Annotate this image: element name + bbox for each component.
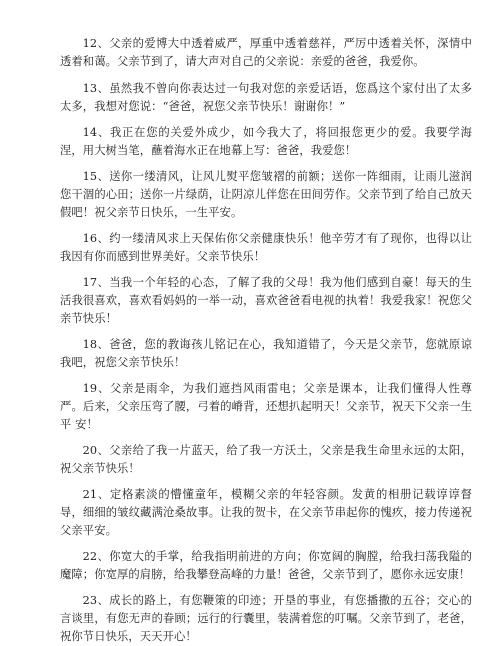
paragraph-23: 23、成长的路上，有您鞭策的印迹；开垦的事业，有您播撒的五谷；交心的言谈里，有您无声的眷顾；远行的行囊里，装满着您的叮嘱。父亲节到了，老爸，祝你节日快乐，天天开心！ bbox=[60, 594, 472, 643]
paragraph-13: 13、虽然我不曾向你表达过一句我对您的亲爱话语，您爲这个家付出了太多太多，我想对您说：“爸爸，祝您父亲节快乐！谢谢你！” bbox=[60, 82, 472, 113]
paragraph-20: 20、父亲给了我一片蓝天，给了我一方沃土，父亲是我生命里永远的太阳，祝父亲节快乐！ bbox=[60, 444, 472, 475]
paragraph-16: 16、约一缕清风求上天保佑你父亲健康快乐！他辛劳才有了现你，也得以让我因有你而感到世界美好。父亲节快乐！ bbox=[60, 232, 472, 263]
paragraph-12: 12、父亲的爱博大中透着威严，厚重中透着慈祥，严厉中透着关怀，深情中透着和蔼。父亲节到了，请大声对自己的父亲说：亲爱的爸爸，我爱你。 bbox=[60, 37, 472, 68]
paragraph-19: 19、父亲是雨伞，为我们遮挡风雨雷电；父亲是课本，让我们懂得人性尊严。后来，父亲压弯了腰，弓着的嵴背，还想扒起明天！父亲节，祝天下父亲一生平 安！ bbox=[60, 382, 472, 431]
paragraph-18: 18、爸爸，您的教诲孩儿铭记在心，我知道错了，今天是父亲节，您就原谅我吧，祝您父亲节快乐！ bbox=[60, 338, 472, 369]
paragraph-22: 22、你宽大的手掌，给我指明前进的方向；你宽阔的胸膛，给我扫荡我隘的魔障；你宽厚的肩膀，给我攀登高峰的力量！爸爸，父亲节到了，愿你永远安康！ bbox=[60, 550, 472, 581]
paragraph-15: 15、送你一缕清风，让风儿熨平您皱褶的前额；送你一阵细雨，让雨儿滋润您干涸的心田；送你一片绿荫，让阴凉儿伴您在田间劳作。父亲节到了给自己放天假吧！祝父亲节日快乐，一生平安。 bbox=[60, 170, 472, 219]
paragraph-21: 21、定格素淡的懵懂童年，模糊父亲的年轻容颜。发黄的相册记载谆谆督导，细细的皱纹藏满沧桑故事。让我的贺卡，在父亲节串起你的愧疚，接力传递祝父亲平安。 bbox=[60, 488, 472, 537]
paragraph-17: 17、当我一个年轻的心态，了解了我的父母！我为他们感到自豪！每天的生活我很喜欢，喜欢看妈妈的一举一动，喜欢爸爸看电视的执着！我爱我家！祝您父亲节快乐！ bbox=[60, 276, 472, 325]
paragraph-14: 14、我正在您的关爱外成少，如今我大了，将回报您更少的爱。我要学海涅，用大树当笔，蘸着海水正在地幕上写：爸爸，我爱您！ bbox=[60, 126, 472, 157]
